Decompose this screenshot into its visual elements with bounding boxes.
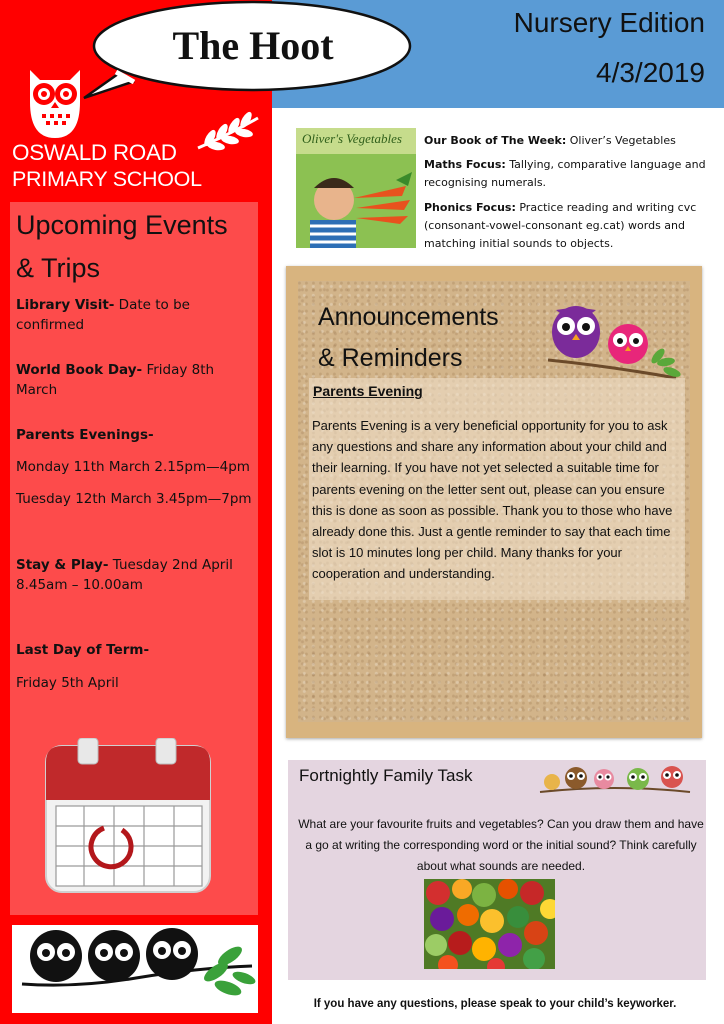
vegetables-art — [424, 879, 555, 969]
parents-evening-heading: Parents Evening — [313, 383, 423, 399]
event-item — [16, 489, 258, 509]
event-item — [16, 457, 258, 477]
maths-label: Maths Focus: — [424, 158, 506, 171]
event-label: Stay & Play- — [16, 557, 109, 573]
event-label: Library Visit- — [16, 297, 115, 313]
event-detail: Tuesday 2nd April — [108, 557, 233, 573]
events-title-line2: & Trips — [16, 253, 101, 283]
event-item — [16, 555, 258, 575]
edition-date: 4/3/2019 — [596, 57, 705, 88]
event-label: World Book Day- — [16, 362, 143, 378]
announcements-title — [318, 297, 548, 379]
school-name-line2: PRIMARY SCHOOL — [12, 167, 202, 191]
event-label: Parents Evenings- — [16, 427, 154, 443]
announcements-title-line2: & Reminders — [318, 344, 463, 372]
phonics-focus — [424, 199, 714, 253]
announcements-title-line1: Announcements — [318, 303, 499, 331]
event-item — [16, 425, 258, 445]
book-of-week — [424, 132, 714, 150]
vegetables-photo — [424, 879, 555, 969]
parents-evening-body: Parents Evening is a very beneficial opportunity for you to ask any questions and share any information about your child and their learning. If you have not yet selected a suitable time for parents evening on the letter sent out, please can you ensure this is done as soon as possible. Thank you to those who have already done this. Just a gentle reminder to say that each time slot is 10 minutes long per child. Many thanks for your cooperation and understanding. — [312, 418, 673, 582]
event-item — [16, 575, 258, 595]
maths-value: Tallying, comparative language and recognising numerals. — [424, 158, 706, 189]
event-item — [16, 360, 258, 400]
book-week-value: Oliver’s Vegetables — [566, 134, 676, 147]
edition-title: Nursery Edition — [513, 7, 705, 38]
event-item — [16, 640, 258, 660]
owl-row-icon — [538, 764, 692, 796]
event-item — [16, 673, 258, 693]
newsletter-title: The Hoot — [172, 23, 334, 68]
maths-focus — [424, 156, 714, 192]
family-task-title: Fortnightly Family Task — [299, 766, 473, 785]
event-detail: Friday 8th March — [16, 362, 215, 398]
phonics-label: Phonics Focus: — [424, 201, 516, 214]
event-detail: Date to be confirmed — [16, 297, 190, 333]
book-cover-title: Oliver's Vegetables — [302, 131, 402, 146]
event-detail: Monday 11th March 2.15pm—4pm — [16, 459, 250, 475]
book-week-label: Our Book of The Week: — [424, 134, 567, 147]
owls-branch-icon — [16, 926, 256, 1012]
event-detail: 8.45am – 10.00am — [16, 577, 143, 593]
event-item — [16, 295, 258, 335]
owls-icon — [548, 300, 682, 384]
calendar-icon — [44, 738, 214, 896]
footer-note: If you have any questions, please speak to your child’s keyworker. — [313, 998, 677, 1010]
events-title-line1: Upcoming Events — [16, 210, 228, 240]
event-detail: Tuesday 12th March 3.45pm—7pm — [16, 491, 252, 507]
phonics-value: Practice reading and writing cvc (consonant-vowel-consonant eg.cat) words and matching initial sounds to objects. — [424, 201, 697, 250]
school-name-line1: OSWALD ROAD — [12, 140, 177, 165]
family-task-body: What are your favourite fruits and vegetables? Can you draw them and have a go at writing the corresponding word or the initial sound? Think carefully about what sounds are needed. — [298, 817, 704, 873]
book-cover-image — [296, 128, 416, 248]
event-detail: Friday 5th April — [16, 675, 119, 691]
events-title — [16, 204, 256, 290]
event-label: Last Day of Term- — [16, 642, 150, 658]
